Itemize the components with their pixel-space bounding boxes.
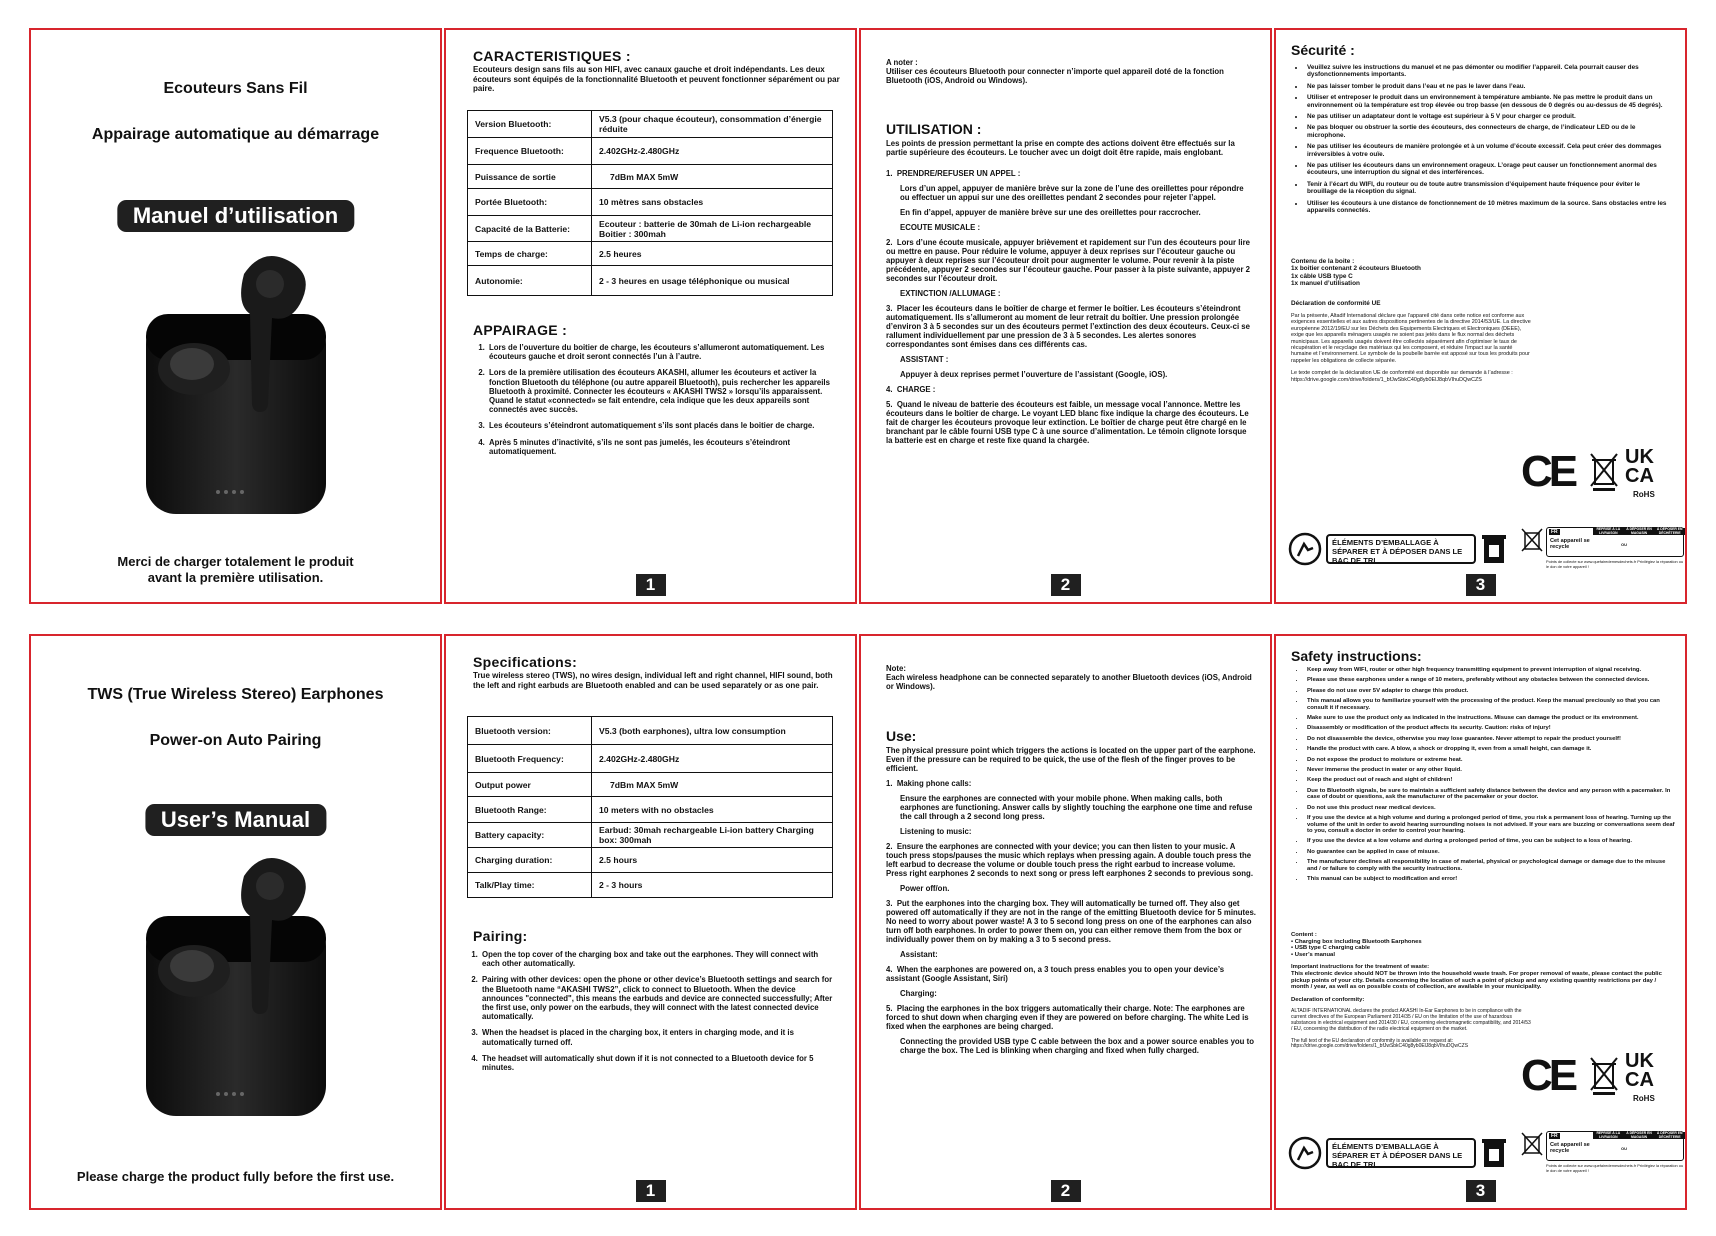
sorting-bin-icon	[1480, 533, 1508, 565]
page-number: 3	[1466, 574, 1496, 596]
en-page-1	[444, 634, 857, 1210]
pairing-title: APPAIRAGE :	[473, 322, 568, 338]
triman-block	[1288, 532, 1518, 568]
list-item: • Do not use this product near medical devices.	[1305, 805, 1675, 811]
list-item: 1. Lors de l’ouverture du boitier de charge, les écouteurs s’allumeront automatiquement. Les écouteurs gauche et droit seront connectés l’un à l’autre.	[487, 343, 835, 361]
table-row: Bluetooth Range: 10 meters with no obstacles	[468, 797, 833, 823]
cover-subtitle: Power-on Auto Pairing	[149, 732, 322, 749]
triman-icon	[1288, 532, 1322, 566]
weee-bin-icon	[1589, 452, 1619, 492]
box-content: Contenu de la boite : 1x boitier contenant 2 écouteurs Bluetooth 1x câble USB type C 1x manuel d’utilisation Déclaration de conformité UE Par la présente, Altadif International déclare que l’appareil cité dans cette notice est conforme aux exigences essentielles et aux autres dispositions pertinentes de la directive 2014/53/UE. La directive européenne 2012/19/EU sur les Déchets des Equipements Electriques et Electroniques (DEEE), exige que les appareils ménagers usagés ne soient pas jetés dans le flux normal des déchets municipaux. Les appareils usagés doivent être collectés séparément afin d’optimiser le taux de récupération et le recyclage des matériaux qui les composent, et réduire l’impact sur la santé humaine et l’environnement. Le symbole de la poubelle barrée est apposé sur tous les produits pour rappeler les obligations de collecte séparée. Le texte complet de la déclaration UE de conformité est disponible sur demande à l’adresse : https://drive.google.com/drive/folders/1_bfJwSbkC40g8yb0ElJ8qbVIhuDQwCZS	[1291, 258, 1531, 383]
table-row: Frequence Bluetooth: 2.402GHz-2.480GHz	[468, 138, 833, 165]
charge-note: Please charge the product fully before the first use.	[76, 1169, 395, 1184]
table-row: Autonomie: 2 - 3 heures en usage téléphonique ou musical	[468, 266, 833, 296]
list-item: • Veuillez suivre les instructions du manuel et ne pas démonter ou modifier l’appareil. Cela pourrait causer des dysfonctionnements importants.	[1305, 64, 1671, 79]
manual-badge: Manuel d’utilisation	[117, 200, 354, 232]
page-number: 1	[636, 1180, 666, 1202]
list-item: • The manufacturer declines all responsibility in case of material, physical or psychological damage or damage due to the misuse and / or failure to comply with the security instructions.	[1305, 859, 1675, 872]
manual-badge: User’s Manual	[145, 804, 326, 836]
safety-list	[1291, 667, 1675, 886]
cover-title: Ecouteurs Sans Fil	[163, 80, 308, 97]
page-number: 2	[1051, 1180, 1081, 1202]
list-item: • If you use the device at a low volume and during a prolonged period of time, you can be subject to a loss of hearing.	[1305, 838, 1675, 844]
usage-title: Use:	[886, 728, 917, 744]
spec-title: Specifications:	[473, 654, 578, 670]
note-block: A noter : Utiliser ces écouteurs Bluetooth pour connecter n’importe quel appareil doté de la fonction Bluetooth (iOS, Android ou Windows).	[886, 58, 1224, 85]
list-item: • Keep the product out of reach and sight of children!	[1305, 777, 1675, 783]
en-page-2	[859, 634, 1272, 1210]
recycle-box: FR Cet appareil se recycle REPRISE À LA LIVRAISON À DÉPOSER EN MAGASIN À DÉPOSER EN DÉCHÈTERIE OU	[1546, 1131, 1684, 1161]
earbuds-case-image	[126, 244, 346, 524]
list-item: • Do not expose the product to moisture or extreme heat.	[1305, 757, 1675, 763]
ce-mark: CE	[1521, 1051, 1575, 1100]
table-row: Portée Bluetooth: 10 mètres sans obstacles	[468, 189, 833, 216]
note-block: Note: Each wireless headphone can be connected separately to another Bluetooth devices (iOS, Android or Windows).	[886, 664, 1252, 691]
list-item: • This manual can be subject to modification and error!	[1305, 876, 1675, 882]
page-number: 1	[636, 574, 666, 596]
recycle-bin-icon	[1520, 527, 1544, 553]
cover-subtitle: Appairage automatique au démarrage	[91, 126, 380, 143]
triman-block	[1288, 1136, 1518, 1172]
list-item: • No guarantee can be applied in case of misuse.	[1305, 849, 1675, 855]
triman-label: ÉLÉMENTS D’EMBALLAGE À SÉPARER ET À DÉPOSER DANS LE BAC DE TRI	[1326, 534, 1476, 564]
list-item: • This manual allows you to familiarize yourself with the processing of the product. Keep the manual preciously so that you can consult it if necessary.	[1305, 698, 1675, 711]
list-item: 2. Lors de la première utilisation des écouteurs AKASHI, allumer les écouteurs et activer la fonction Bluetooth du téléphone (ou autre appareil Bluetooth), puis rechercher les appareils Bluetooth à proximité. Connecter les écouteurs « AKASHI TWS2 » lorsqu’ils apparaissent. Quand le statut «connected» se fait entendre, cela indique que les deux appareils sont connectés avec succès.	[487, 368, 835, 414]
en-cover-panel	[29, 634, 442, 1210]
safety-list	[1291, 64, 1671, 219]
weee-bin-icon	[1589, 1056, 1619, 1096]
list-item: • Ne pas bloquer ou obstruer la sortie des écouteurs, des connecteurs de charge, de l’indicateur LED ou de le microphone.	[1305, 124, 1671, 139]
fr-page-2	[859, 28, 1272, 604]
ukca-mark: UK CA	[1625, 446, 1654, 487]
list-item: • Tenir à l’écart du WIFI, du routeur ou de toute autre transmission d’équipement haute fréquence pour éviter le brouillage de la réception du signal.	[1305, 181, 1671, 196]
spec-table	[467, 110, 833, 296]
table-row: Bluetooth version: V5.3 (both earphones), ultra low consumption	[468, 717, 833, 745]
safety-title: Safety instructions:	[1291, 648, 1422, 664]
table-row: Bluetooth Frequency: 2.402GHz-2.480GHz	[468, 745, 833, 773]
usage-title: UTILISATION :	[886, 121, 982, 137]
list-item: 3. When the headset is placed in the charging box, it enters in charging mode, and it is automatically turned off.	[480, 1028, 838, 1046]
ukca-mark: UK CA	[1625, 1050, 1654, 1091]
list-item: 1. Open the top cover of the charging box and take out the earphones. They will connect with each other automatically.	[480, 950, 838, 968]
ce-mark: CE	[1521, 447, 1575, 496]
list-item: • Ne pas utiliser les écouteurs dans un environnement orageux. L’orage peut causer un fonctionnement anormal des écouteurs, une interruption du signal et des interférences.	[1305, 162, 1671, 177]
list-item: • Never immerse the product in water or any other liquid.	[1305, 767, 1675, 773]
fr-page-1	[444, 28, 857, 604]
fr-cover-panel	[29, 28, 442, 604]
table-row: Version Bluetooth: V5.3 (pour chaque écouteur), consommation d’énergie réduite	[468, 111, 833, 138]
table-row: Charging duration: 2.5 hours	[468, 848, 833, 873]
list-item: 4. The headset will automatically shut down if it is not connected to a Bluetooth device for 5 minutes.	[480, 1054, 838, 1072]
rohs-mark: RoHS	[1633, 490, 1655, 499]
page-number: 3	[1466, 1180, 1496, 1202]
spec-table	[467, 716, 833, 898]
box-content: Content : • Charging box including Bluetooth Earphones • USB type C charging cable • User’s manual Important instructions for the treatment of waste: This electronic device should NOT be thrown into the household waste trash. For proper removal of waste, please contact the public pickup points of your city. Details concerning the location of such a point of pickup and any existing quantity restrictions per day / month / year, as well as on possible costs of collection, are available in your municipality. Declaration of conformity: ALTADIF INTERNATIONAL declares the product AKASHI In-Ear Earphones to be in compliance with the current directives of the European Parliament 2014/35 / EU on the limitation of the use of hazardous substances in electrical equipment and 2014/30 / EU, concerning electromagnetic compatibility, and 2014/53 / EU, concerning the distribution of the radio electrical equipment on the market. The full text of the EU declaration of conformity is available on request at: https://drive.google.com/drive/folders/1_bfJwSbkC40g8yb0ElJ8qbVIhuDQwCZS	[1291, 932, 1662, 1050]
earbuds-case-image	[126, 846, 346, 1126]
list-item: • Keep away from WIFI, router or other high frequency transmitting equipment to prevent interruption of signal receiving.	[1305, 667, 1675, 673]
en-page-3	[1274, 634, 1687, 1210]
cover-title: TWS (True Wireless Stereo) Earphones	[87, 686, 384, 703]
list-item: • Disassembly or modification of the product affects its security. Caution: risks of injury!	[1305, 725, 1675, 731]
usage-body: Les points de pression permettant la prise en compte des actions doivent être effectués sur la partie supérieure des écouteurs. Le toucher avec un doigt doit être rapide, mais englobant. 1. PRENDRE/REFUSER UN APPEL : Lors d’un appel, appuyer de manière brève sur la zone de l’une des oreillettes pour répondre ou effectuer un appui sur une des oreillettes pendant 2 secondes pour rejeter l’appel. En fin d’appel, appuyer de manière brève sur une des oreillettes pour raccrocher. ECOUTE MUSICALE : 2. Lors d’une écoute musicale, appuyer brièvement et rapidement sur l’un des écouteurs pour lire ou mettre en pause. Pour réduire le volume, appuyer à deux reprises sur l’écouteur gauche ou appuyer à deux reprises sur l’écouteur droit pour augmenter le volume. Pour revenir à la piste précédente, appuyer 2 secondes sur l’écouteur gauche. Pour passer à la piste suivante, appuyer 2 secondes sur l’écouteur droit. EXTINCTION /ALLUMAGE : 3. Placer les écouteurs dans le boîtier de charge et fermer le boîtier. Les écouteurs s’éteindront automatiquement. Ils s’allumeront au moment de leur retrait du boîtier. Une pression prolongée d’environ 3 à 5 secondes sur un des écouteurs permet l’extinction des deux écouteurs. Ceux-ci se rallument individuellement par une pression de 3 à 5 secondes. Les alertes sonores correspondantes sont émises dans ces différents cas. ASSISTANT : Appuyer à deux reprises permet l’ouverture de l’assistant (Google, iOS). 4. CHARGE : 5. Quand le niveau de batterie des écouteurs est faible, un message vocal l’annonce. Mettre les écouteurs dans le boîtier de charge. Le voyant LED blanc fixe indique la charge des écouteurs. Le fait de charger les écouteurs provoque leur extinction. Le boîtier de charge peut être chargé en le branchant par le câble fourni USB type C à une source d’alimentation. Le témoin clignote lorsque la batterie est en charge et reste fixe quand la chargée.	[886, 139, 1250, 445]
spec-title: CARACTERISTIQUES :	[473, 48, 631, 64]
table-row: Output power 7dBm MAX 5mW	[468, 773, 833, 797]
list-item: • Make sure to use the product only as indicated in the instructions. Misuse can damage the product or its environment.	[1305, 715, 1675, 721]
recycle-bin-icon	[1520, 1131, 1544, 1157]
list-item: • Ne pas laisser tomber le produit dans l’eau et ne pas le laver dans l’eau.	[1305, 83, 1671, 90]
fr-page-3	[1274, 28, 1687, 604]
triman-label: ÉLÉMENTS D’EMBALLAGE À SÉPARER ET À DÉPOSER DANS LE BAC DE TRI	[1326, 1138, 1476, 1168]
pairing-title: Pairing:	[473, 928, 528, 944]
table-row: Battery capacity: Earbud: 30mah rechargeable Li-ion battery Charging box: 300mah	[468, 823, 833, 848]
list-item: • Utiliser et entreposer le produit dans un environnement à température ambiante. Ne pas mettre le produit dans un environnement où la température est trop élevée ou trop basse (en dessous de 0 degrés ou au-dessus de 45 degrés).	[1305, 94, 1671, 109]
spec-intro: Ecouteurs design sans fils au son HIFI, avec canaux gauche et droit indépendants. Les deux écouteurs sont équipés de la fonctionnalité Bluetooth et peuvent fonctionner séparément ou par paire.	[473, 65, 840, 94]
usage-body: The physical pressure point which triggers the actions is located on the upper part of the earphone. Even if the pressure can be required to be quick, the use of the flesh of the finger proves to be efficient. 1. Making phone calls: Ensure the earphones are connected with your mobile phone. When making calls, both earphones are functioning. Answer calls by slightly touching the earphone one time and refuse the call through a 2 second long press. Listening to music: 2. Ensure the earphones are connected with your device; you can then listen to your music. A touch press stops/pauses the music which replays when pressing again. A double touch press the left earbud to decrease the volume or double touch press the right earbud to increase volume. Press right earphones 2 seconds to next song or press left earphones 2 seconds to previous song. Power off/on. 3. Put the earphones into the charging box. They will automatically be turned off. They also get powered off automatically if they are not in the range of the emitting Bluetooth device for 5 minutes. No need to worry about power waste! A 3 to 5 second long press on one of the earphones can also turn off both earphones. In order to power them on, you can either remove them from the box or individually power them on by making a 3 to 5 second press. Assistant: 4. When the earphones are powered on, a 3 touch press enables you to open your device’s assistant (Google Assistant, Siri) Charging: 5. Placing the earphones in the box triggers automatically their charge. Note: The earphones are forced to shut down when charging even if they are powered on before charging. The white Led is fixed when the earphones are being charged. Connecting the provided USB type C cable between the box and a power source enables you to charge the box. The Led is blinking when charging and fixed when fully charged.	[886, 746, 1256, 1055]
certification-marks	[1521, 446, 1681, 510]
recycle-info: FR Cet appareil se recycle REPRISE À LA LIVRAISON À DÉPOSER EN MAGASIN À DÉPOSER EN DÉCHÈTERIE OU Points de collecte sur www.quefairedemesdechets.fr Privilégiez la réparation ou le don de votre appareil !	[1520, 1131, 1684, 1177]
table-row: Capacité de la Batterie: Ecouteur : batterie de 30mah de Li-ion rechargeable Boitier : 300mah	[468, 216, 833, 242]
list-item: • Due to Bluetooth signals, be sure to maintain a sufficient safety distance between the device and any person with a pacemaker. In case of doubt or questions, ask the manufacturer of the pacemaker or your doctor.	[1305, 788, 1675, 801]
list-item: 4. Après 5 minutes d’inactivité, s’ils ne sont pas jumelés, les écouteurs s’éteindront automatiquement.	[487, 438, 835, 456]
charge-note: Merci de charger totalement le produit avant la première utilisation.	[117, 554, 354, 585]
sorting-bin-icon	[1480, 1137, 1508, 1169]
pairing-list	[473, 343, 835, 463]
list-item: • Ne pas utiliser un adaptateur dont le voltage est supérieur à 5 V pour charger ce produit.	[1305, 113, 1671, 120]
list-item: 3. Les écouteurs s’éteindront automatiquement s’ils sont placés dans le boitier de charge.	[487, 421, 835, 430]
spec-intro: True wireless stereo (TWS), no wires design, individual left and right channel, HIFI sound, both the left and right earbuds are Bluetooth enabled and can be used separately or as one pair.	[473, 671, 833, 690]
safety-title: Sécurité :	[1291, 42, 1355, 58]
recycle-box: FR Cet appareil se recycle REPRISE À LA LIVRAISON À DÉPOSER EN MAGASIN À DÉPOSER EN DÉCHÈTERIE OU	[1546, 527, 1684, 557]
table-row: Puissance de sortie 7dBm MAX 5mW	[468, 165, 833, 189]
table-row: Talk/Play time: 2 - 3 hours	[468, 873, 833, 898]
list-item: • Please use these earphones under a range of 10 meters, preferably without any obstacles between the connected devices.	[1305, 677, 1675, 683]
triman-icon	[1288, 1136, 1322, 1170]
rohs-mark: RoHS	[1633, 1094, 1655, 1103]
list-item: • Handle the product with care. A blow, a shock or dropping it, even from a small height, can damage it.	[1305, 746, 1675, 752]
pairing-list	[466, 950, 838, 1079]
recycle-info: FR Cet appareil se recycle REPRISE À LA LIVRAISON À DÉPOSER EN MAGASIN À DÉPOSER EN DÉCHÈTERIE OU Points de collecte sur www.quefairedemesdechets.fr Privilégiez la réparation ou le don de votre appareil !	[1520, 527, 1684, 573]
table-row: Temps de charge: 2.5 heures	[468, 242, 833, 266]
list-item: • Do not disassemble the device, otherwise you may lose guarantee. Never attempt to repair the product yourself!	[1305, 736, 1675, 742]
list-item: • Ne pas utiliser les écouteurs de manière prolongée et à un volume d’écoute excessif. Cela peut créer des dommages irréversibles à votre ouïe.	[1305, 143, 1671, 158]
list-item: • Please do not use over 5V adapter to charge this product.	[1305, 688, 1675, 694]
certification-marks	[1521, 1050, 1681, 1114]
list-item: • If you use the device at a high volume and during a prolonged period of time, you risk a permanent loss of hearing. Turning up the volume of the unit in order to avoid hearing surrounding noises is not advised. If your ears are buzzing or conversations seem deaf to you, consult a doctor in order to control your hearing.	[1305, 815, 1675, 834]
list-item: 2. Pairing with other devices: open the phone or other device’s Bluetooth settings and search for the Bluetooth name “AKASHI TWS2”, click to connect to Bluetooth. When the device announces "connected", this means the earbuds and device are connected successfully; After the first use, only power on the earbuds, they will connect with the latest connected device automatically.	[480, 975, 838, 1021]
list-item: • Utiliser les écouteurs à une distance de fonctionnement de 10 mètres maximum de la source. Sans obstacles entre les appareils connectés.	[1305, 200, 1671, 215]
page-number: 2	[1051, 574, 1081, 596]
